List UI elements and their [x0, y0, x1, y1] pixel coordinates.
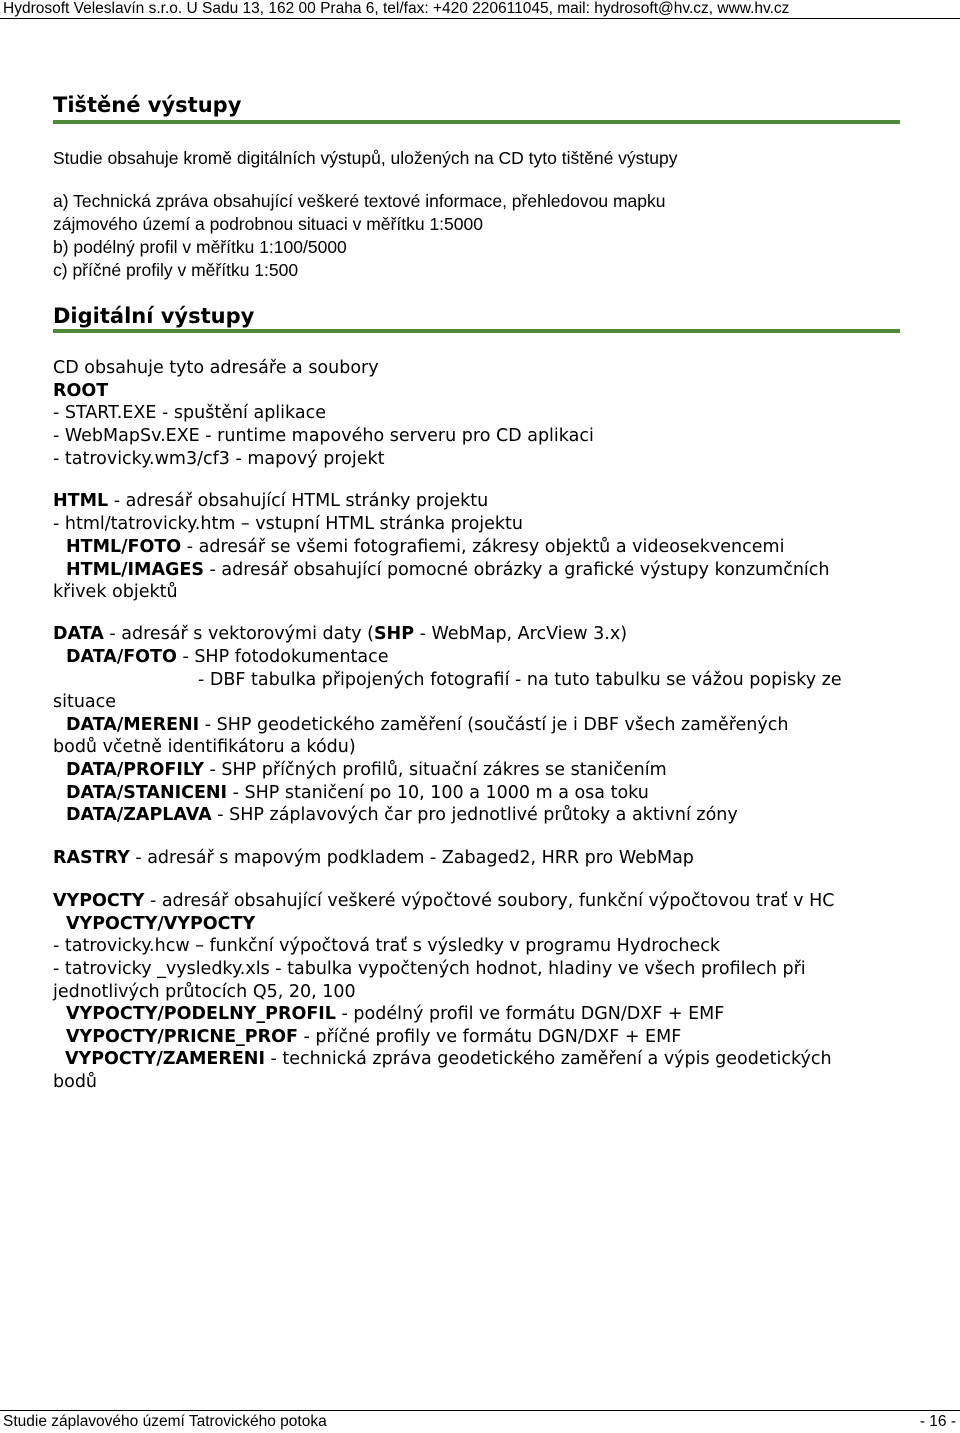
folder-html-foto-line [66, 536, 784, 558]
folder-desc: - WebMap, ArcView 3.x) [414, 624, 628, 644]
page-footer [0, 1410, 960, 1432]
folder-rastry-line [53, 847, 694, 869]
folder-vypocty-line [53, 890, 834, 912]
list-item: c) příčné profily v měřítku 1:500 [53, 260, 299, 280]
footer-title: Studie záplavového území Tatrovického potoka [3, 1413, 327, 1430]
folder-name: HTML/IMAGES [66, 560, 204, 580]
folder-name: DATA/ZAPLAVA [66, 805, 212, 825]
folder-desc: - adresář se všemi fotografiemi, zákresy objektů a videosekvencemi [181, 537, 785, 557]
file-entry: - tatrovicky.hcw – funkční výpočtová trať s výsledky v programu Hydrocheck [53, 936, 721, 956]
folder-desc-cont: bodů včetně identifikátoru a kódu) [53, 737, 356, 757]
folder-desc: - SHP záplavových čar pro jednotlivé průtoky a aktivní zóny [211, 805, 738, 825]
section-intro: Studie obsahuje kromě digitálních výstupů, uložených na CD tyto tištěné výstupy [53, 148, 678, 168]
folder-name: DATA/FOTO [66, 647, 177, 667]
folder-desc: - podélný profil ve formátu DGN/DXF + EMF [335, 1004, 725, 1024]
folder-desc-cont: bodů [53, 1072, 98, 1092]
folder-data-profily-line [66, 759, 667, 781]
folder-name: HTML/FOTO [66, 537, 182, 557]
folder-desc: - adresář obsahující veškeré výpočtové soubory, funkční výpočtovou trať v HC [144, 891, 835, 911]
folder-desc: - SHP fotodokumentace [176, 647, 389, 667]
folder-desc: - SHP geodetického zaměření (součástí je i DBF všech zaměřených [199, 715, 789, 735]
folder-data-foto-line [66, 646, 389, 668]
folder-name: DATA/MERENI [66, 715, 200, 735]
folder-desc: - SHP příčných profilů, situační zákres se staničením [203, 760, 667, 780]
folder-name: VYPOCTY/ZAMERENI [65, 1049, 265, 1069]
list-item: a) Technická zpráva obsahující veškeré textové informace, přehledovou mapku [53, 191, 666, 211]
folder-desc: - adresář obsahující pomocné obrázky a grafické výstupy konzumčních [203, 560, 830, 580]
file-entry: - tatrovicky _vysledky.xls - tabulka vypočtených hodnot, hladiny ve všech profilech při [53, 959, 806, 979]
format-shp: SHP [373, 624, 415, 644]
folder-html-line [53, 490, 488, 512]
folder-vypocty-zamereni-line [65, 1048, 832, 1070]
folder-vypocty-vypocty: VYPOCTY/VYPOCTY [66, 914, 256, 934]
list-item: zájmového území a podrobnou situaci v měřítku 1:5000 [53, 214, 483, 234]
page-header: Hydrosoft Veleslavín s.r.o. U Sadu 13, 162 00 Praha 6, tel/fax: +420 220611045, mail: hydrosoft@hv.cz, www.hv.cz [0, 0, 960, 19]
folder-name: DATA [53, 624, 104, 644]
folder-name: VYPOCTY/PRICNE_PROF [66, 1027, 298, 1047]
folder-vypocty-podelny-line [66, 1003, 724, 1025]
folder-data-zaplava-line [66, 804, 738, 826]
folder-root: ROOT [53, 381, 109, 401]
folder-data-line [53, 623, 627, 645]
folder-name: HTML [53, 491, 109, 511]
folder-desc: - adresář s vektorovými daty ( [103, 624, 374, 644]
file-entry: - tatrovicky.wm3/cf3 - mapový projekt [53, 449, 385, 469]
folder-desc-cont: situace [53, 692, 117, 712]
section-rule [53, 120, 900, 124]
folder-desc-cont: - DBF tabulka připojených fotografií - na tuto tabulku se vážou popisky ze [198, 670, 842, 690]
folder-desc: - příčné profily ve formátu DGN/DXF + EMF [297, 1027, 682, 1047]
folder-desc-cont: křivek objektů [53, 582, 178, 602]
page-number: - 16 - [919, 1413, 956, 1430]
folder-name: DATA/STANICENI [66, 783, 228, 803]
section-intro: CD obsahuje tyto adresáře a soubory [53, 358, 379, 378]
file-entry: - WebMapSv.EXE - runtime mapového serveru pro CD aplikaci [53, 426, 594, 446]
folder-html-images-line [66, 559, 830, 581]
folder-name: DATA/PROFILY [66, 760, 204, 780]
file-entry: - START.EXE - spuštění aplikace [53, 403, 326, 423]
folder-name: RASTRY [53, 848, 130, 868]
section-title-digital: Digitální výstupy [53, 304, 255, 328]
section-rule [53, 329, 900, 333]
folder-desc: - adresář s mapovým podkladem - Zabaged2, HRR pro WebMap [129, 848, 694, 868]
folder-name: VYPOCTY/PODELNY_PROFIL [66, 1004, 336, 1024]
section-title-printed: Tištěné výstupy [53, 93, 242, 117]
folder-name: VYPOCTY [53, 891, 145, 911]
file-entry: - html/tatrovicky.htm – vstupní HTML stránka projektu [53, 514, 524, 534]
list-item: b) podélný profil v měřítku 1:100/5000 [53, 237, 347, 257]
folder-desc: - adresář obsahující HTML stránky projektu [108, 491, 489, 511]
folder-desc: - technická zpráva geodetického zaměření a výpis geodetických [264, 1049, 832, 1069]
folder-data-mereni-line [66, 714, 788, 736]
folder-vypocty-pricne-line [66, 1026, 681, 1048]
folder-data-staniceni-line [66, 782, 649, 804]
folder-desc: - SHP staničení po 10, 100 a 1000 m a osa toku [227, 783, 649, 803]
file-entry-cont: jednotlivých průtocích Q5, 20, 100 [53, 982, 356, 1002]
